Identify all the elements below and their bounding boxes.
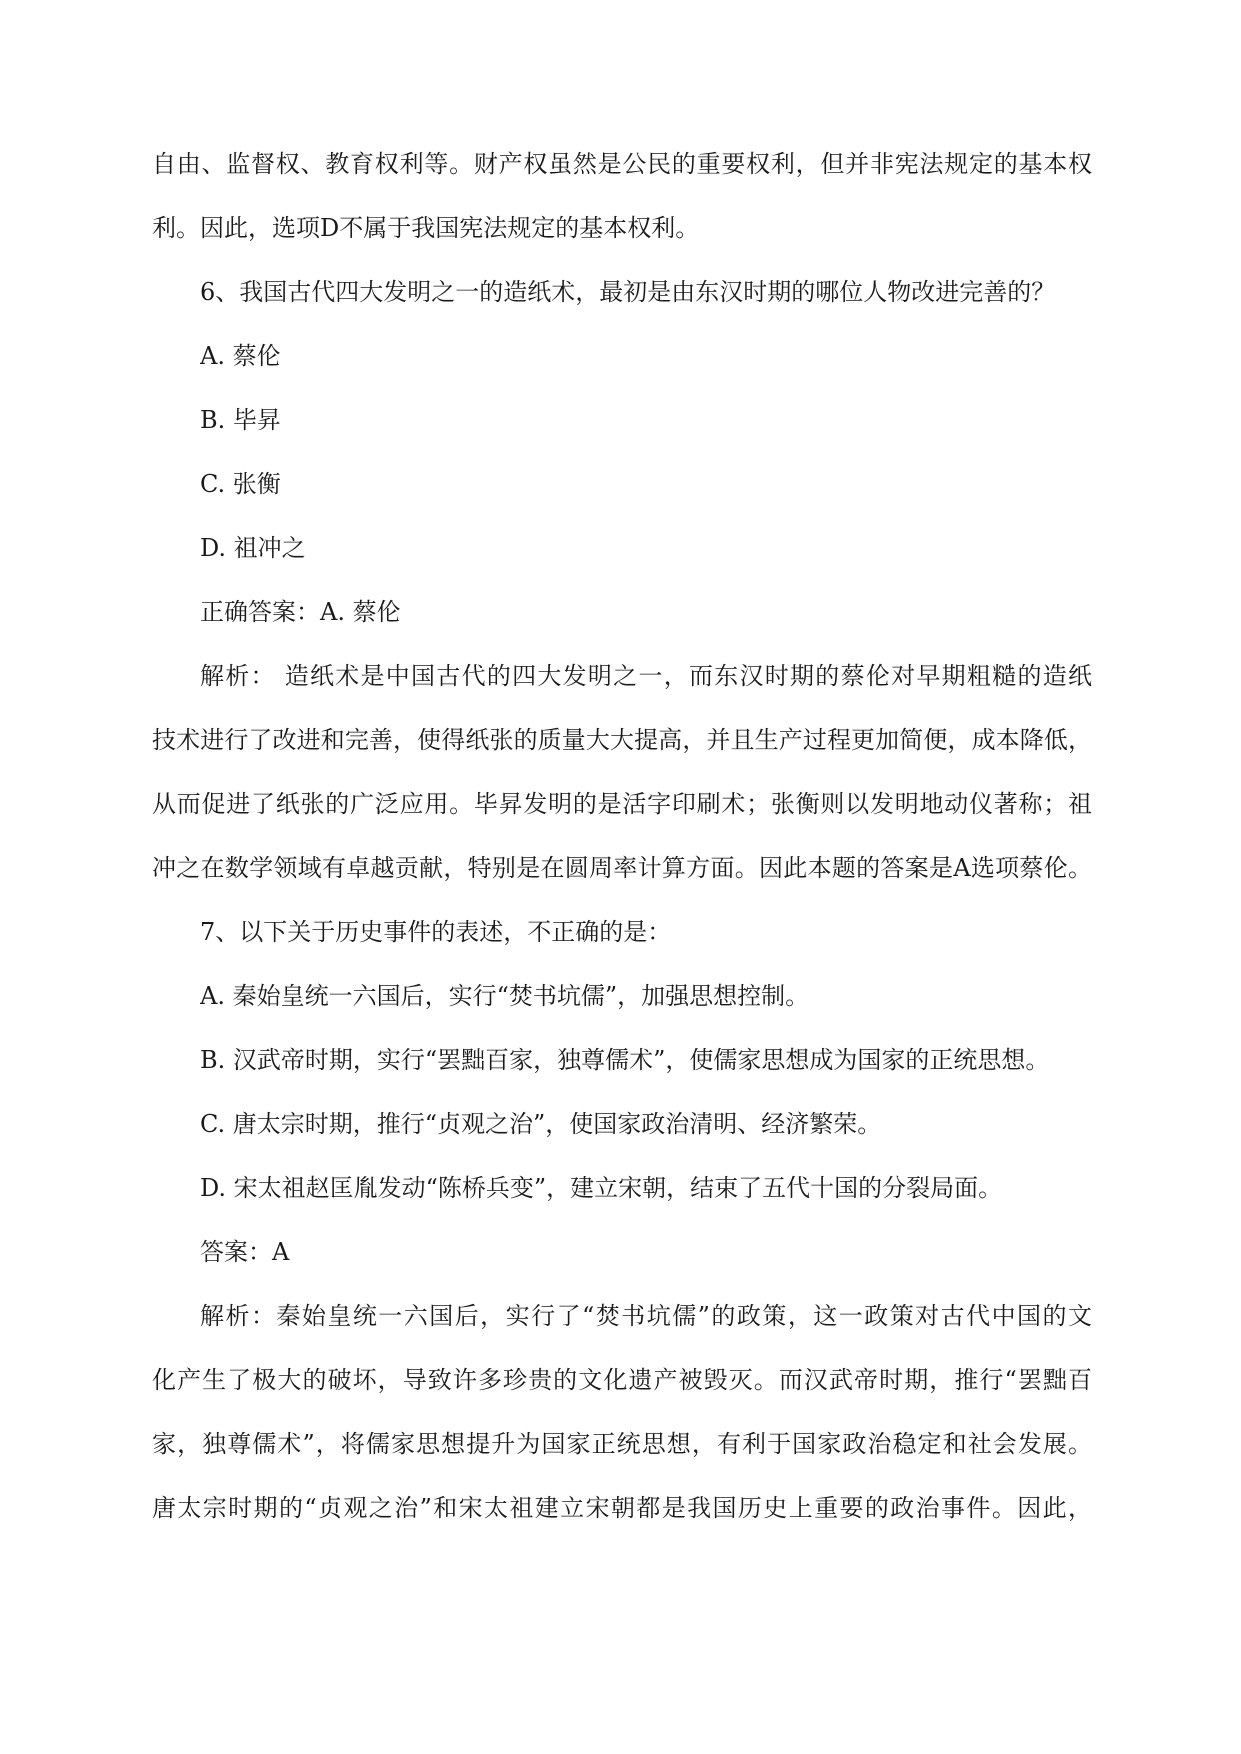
q6-option-a: A. 蔡伦	[200, 342, 281, 370]
q7-explanation-line-3: 家，独尊儒术”，将儒家思想提升为国家正统思想，有利于国家政治稳定和社会发展。	[152, 1430, 1092, 1458]
q6-option-d: D. 祖冲之	[200, 534, 306, 562]
prev-explanation-line-1: 自由、监督权、教育权利等。财产权虽然是公民的重要权利，但并非宪法规定的基本权	[152, 150, 1092, 178]
q7-option-d: D. 宋太祖赵匡胤发动“陈桥兵变”，建立宋朝，结束了五代十国的分裂局面。	[200, 1174, 1003, 1202]
q7-answer: 答案：A	[200, 1238, 290, 1266]
q6-option-b: B. 毕昇	[200, 406, 281, 434]
q7-option-a: A. 秦始皇统一六国后，实行“焚书坑儒”，加强思想控制。	[200, 982, 810, 1010]
prev-explanation-line-2: 利。因此，选项D不属于我国宪法规定的基本权利。	[152, 214, 700, 242]
q6-explanation-line-3: 从而促进了纸张的广泛应用。毕昇发明的是活字印刷术；张衡则以发明地动仪著称；祖	[152, 790, 1092, 818]
q6-explanation-line-4: 冲之在数学领域有卓越贡献，特别是在圆周率计算方面。因此本题的答案是A选项蔡伦。	[152, 854, 1092, 882]
q7-option-c: C. 唐太宗时期，推行“贞观之治”，使国家政治清明、经济繁荣。	[200, 1110, 882, 1138]
q6-explanation-line-1: 解析： 造纸术是中国古代的四大发明之一，而东汉时期的蔡伦对早期粗糙的造纸	[200, 662, 1092, 690]
q7-explanation-line-1: 解析：秦始皇统一六国后，实行了“焚书坑儒”的政策，这一政策对古代中国的文	[200, 1302, 1092, 1330]
question-7-text: 7、以下关于历史事件的表述，不正确的是：	[200, 918, 672, 946]
q6-option-c: C. 张衡	[200, 470, 281, 498]
q6-explanation-line-2: 技术进行了改进和完善，使得纸张的质量大大提高，并且生产过程更加简便，成本降低，	[152, 726, 1092, 754]
q6-answer: 正确答案：A. 蔡伦	[200, 598, 401, 626]
q7-explanation-line-2: 化产生了极大的破坏，导致许多珍贵的文化遗产被毁灭。而汉武帝时期，推行“罢黜百	[152, 1366, 1092, 1394]
q7-option-b: B. 汉武帝时期，实行“罢黜百家，独尊儒术”，使儒家思想成为国家的正统思想。	[200, 1046, 1050, 1074]
question-6-text: 6、我国古代四大发明之一的造纸术，最初是由东汉时期的哪位人物改进完善的？	[200, 278, 1056, 306]
q7-explanation-line-4: 唐太宗时期的“贞观之治”和宋太祖建立宋朝都是我国历史上重要的政治事件。因此，	[152, 1494, 1092, 1522]
